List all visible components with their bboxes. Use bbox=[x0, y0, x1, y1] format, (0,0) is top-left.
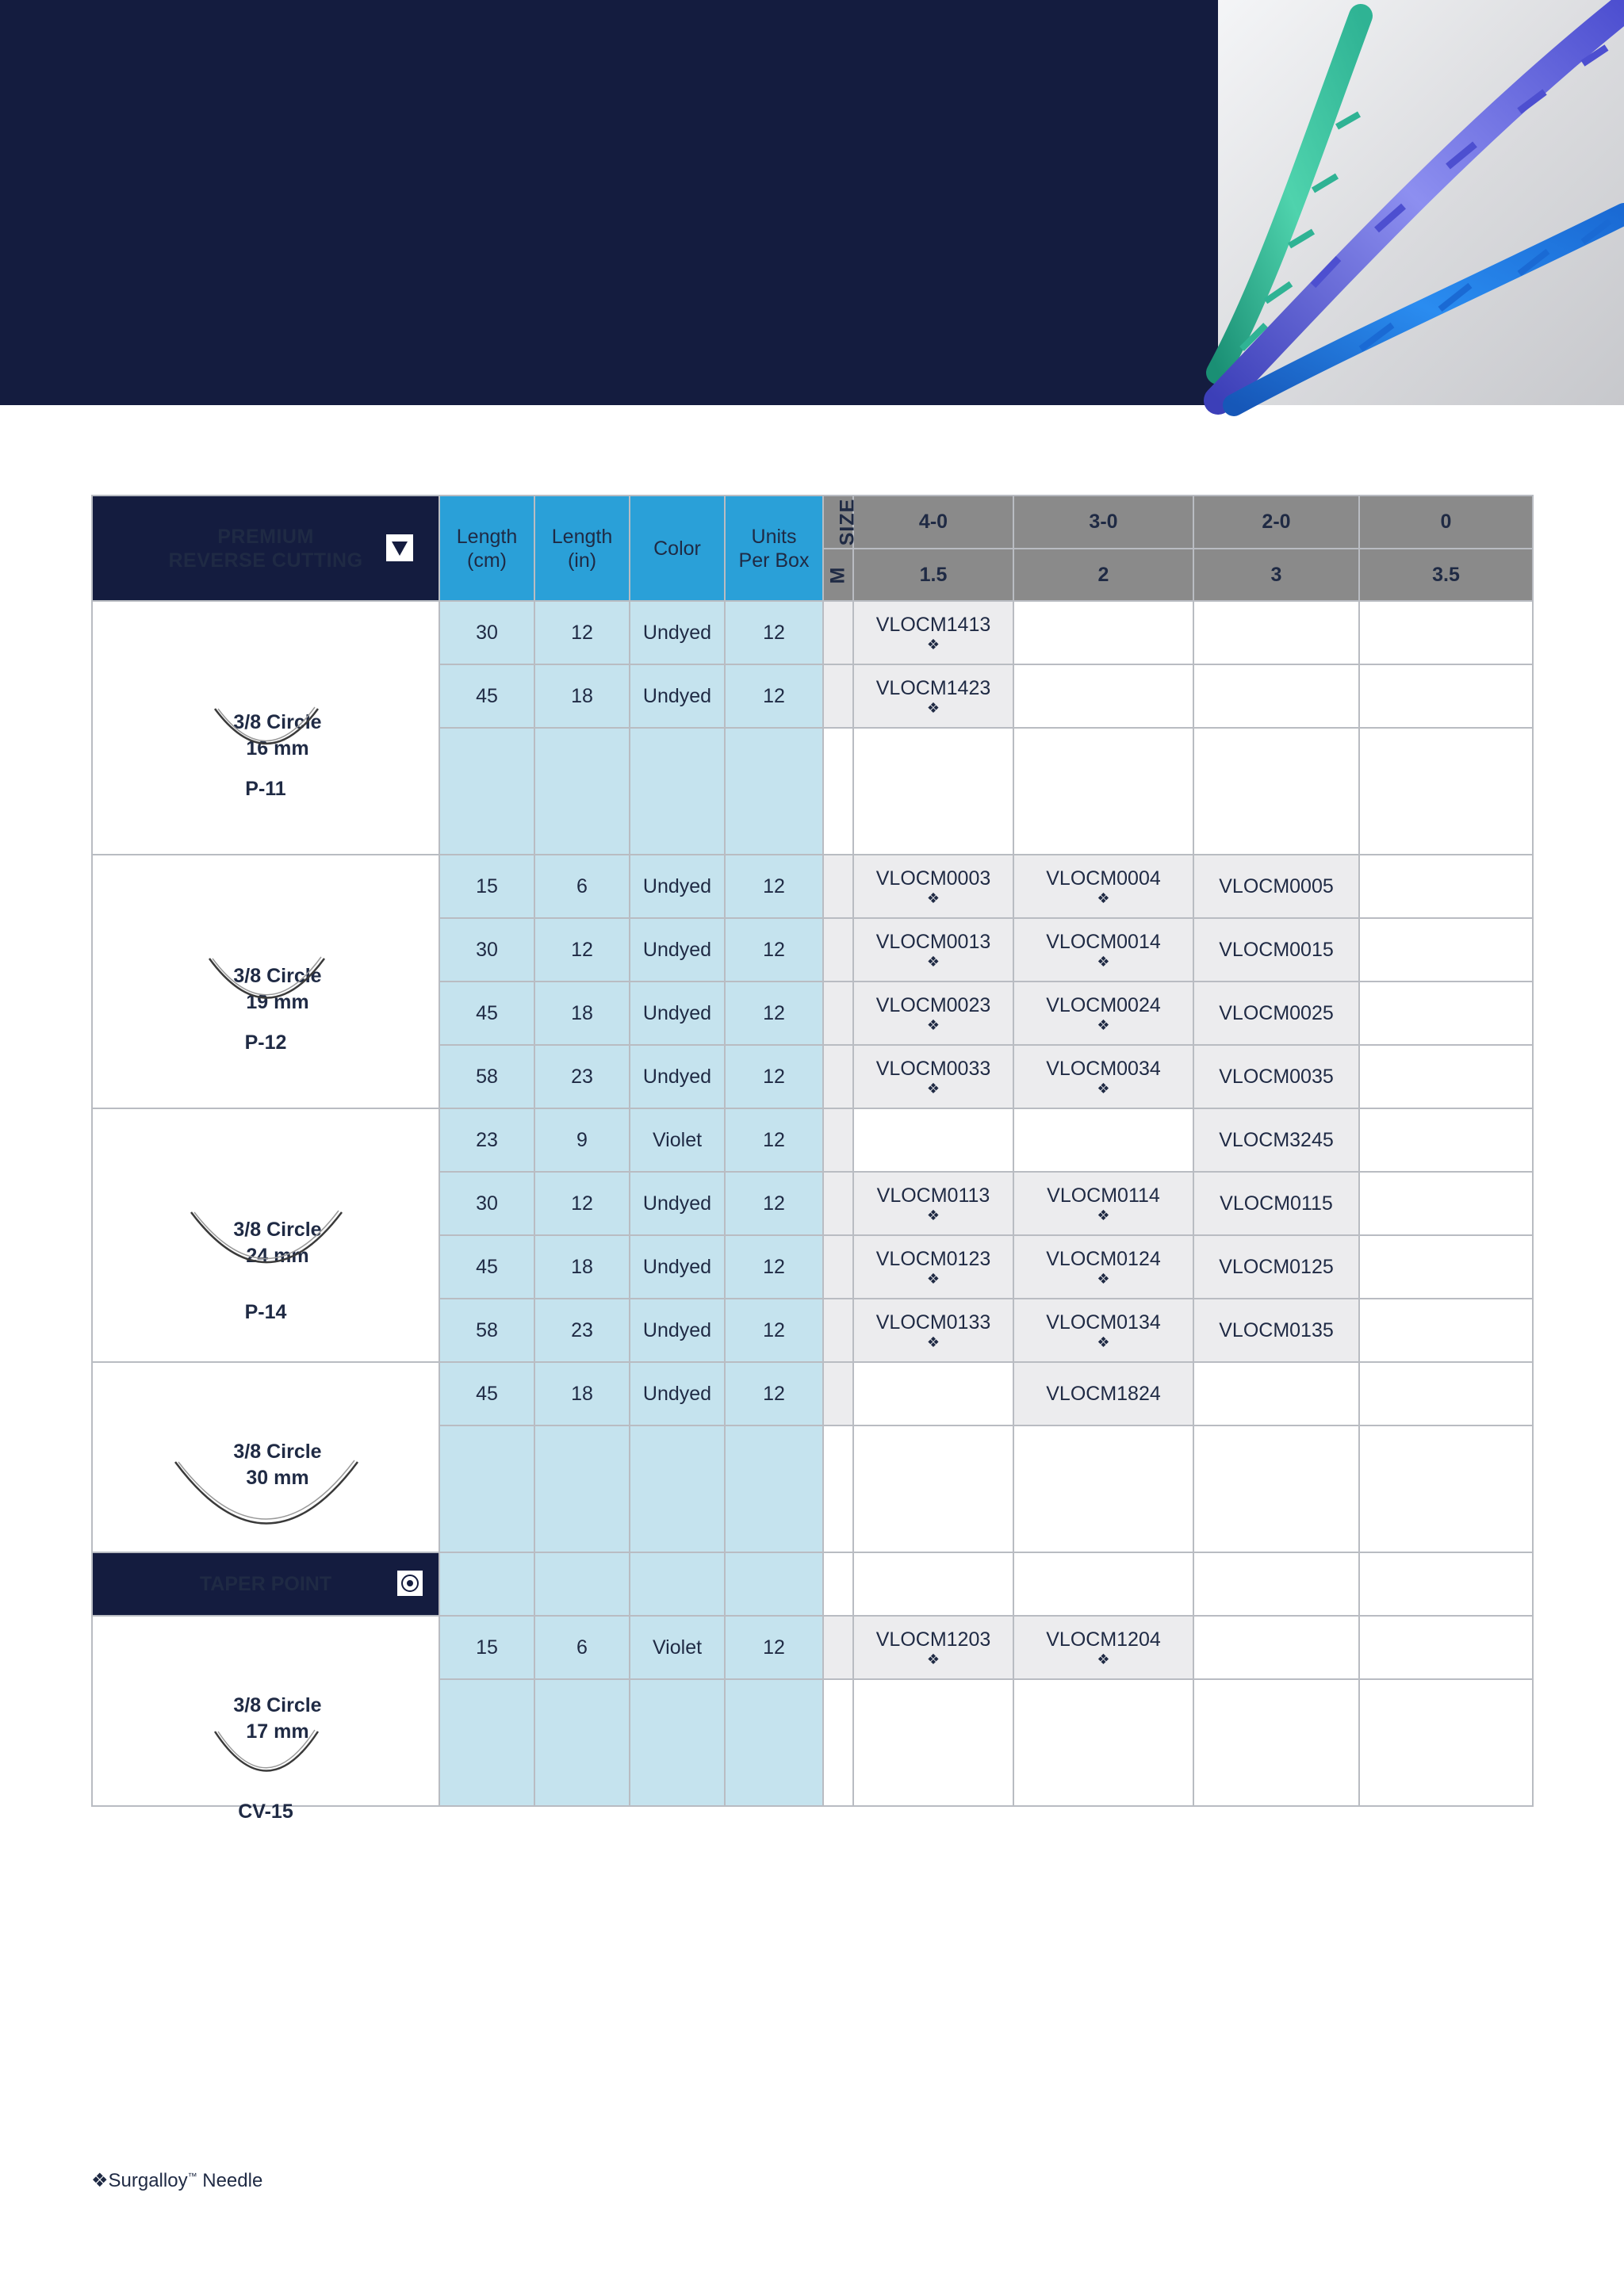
surgalloy-mark-icon: ❖ bbox=[1097, 1207, 1110, 1223]
product-code: VLOCM0133 bbox=[875, 1311, 991, 1334]
length-cm-cell: 15 bbox=[439, 855, 534, 918]
premium-reverse-cutting-header bbox=[92, 496, 439, 601]
metric-3-5: 3.5 bbox=[1359, 549, 1533, 601]
size-marker-cell bbox=[823, 1616, 853, 1679]
product-code-cell bbox=[1359, 601, 1533, 664]
needle-arc-icon bbox=[187, 1208, 346, 1273]
product-code-cell bbox=[1013, 918, 1193, 982]
product-code-cell bbox=[1193, 855, 1359, 918]
size-marker-cell bbox=[823, 1172, 853, 1235]
spacer-cell bbox=[1193, 1425, 1359, 1552]
needle-arc-icon bbox=[211, 1728, 322, 1779]
spacer-cell bbox=[1013, 1425, 1193, 1552]
length-cm-cell: 45 bbox=[439, 982, 534, 1045]
product-code: VLOCM0115 bbox=[1220, 1192, 1333, 1215]
units-cell: 12 bbox=[725, 601, 823, 664]
product-code-cell bbox=[1013, 1108, 1193, 1172]
product-code-cell bbox=[1359, 855, 1533, 918]
color-cell: Undyed bbox=[630, 1045, 725, 1108]
length-cm-cell: 23 bbox=[439, 1108, 534, 1172]
spacer-cell bbox=[534, 1425, 630, 1552]
spacer-cell bbox=[439, 1679, 534, 1806]
product-code-cell bbox=[1359, 1299, 1533, 1362]
units-cell: 12 bbox=[725, 1362, 823, 1425]
product-code-cell bbox=[1359, 1108, 1533, 1172]
product-code-cell bbox=[1013, 1362, 1193, 1425]
spacer-cell bbox=[823, 1679, 853, 1806]
needle-code: P-14 bbox=[244, 1301, 287, 1323]
spacer-cell bbox=[1013, 1552, 1193, 1616]
color-cell: Undyed bbox=[630, 601, 725, 664]
surgalloy-mark-icon: ❖ bbox=[926, 890, 940, 906]
needle-shape: 3/8 Circle bbox=[233, 1694, 322, 1716]
surgalloy-mark-icon: ❖ bbox=[926, 700, 940, 716]
spacer-cell bbox=[439, 1552, 534, 1616]
length-in-cell: 12 bbox=[534, 1172, 630, 1235]
product-code: VLOCM0013 bbox=[875, 931, 991, 953]
product-code-cell bbox=[1193, 1172, 1359, 1235]
product-code: VLOCM0024 bbox=[1046, 994, 1161, 1016]
table-row bbox=[92, 601, 1533, 664]
product-code-cell bbox=[1193, 1299, 1359, 1362]
product-code: VLOCM0033 bbox=[875, 1058, 991, 1080]
units-cell: 12 bbox=[725, 1616, 823, 1679]
product-code-cell bbox=[853, 664, 1013, 728]
taper-point-header bbox=[92, 1552, 439, 1616]
needle-cell bbox=[92, 855, 439, 1108]
product-code-cell bbox=[1013, 1045, 1193, 1108]
color-cell: Undyed bbox=[630, 918, 725, 982]
product-code-cell bbox=[1193, 1235, 1359, 1299]
product-code-cell bbox=[853, 1362, 1013, 1425]
length-in-cell: 12 bbox=[534, 918, 630, 982]
product-code: VLOCM0004 bbox=[1046, 867, 1161, 890]
length-in-cell: 18 bbox=[534, 664, 630, 728]
length-in-cell: 18 bbox=[534, 1362, 630, 1425]
length-in-cell: 6 bbox=[534, 855, 630, 918]
size-3-0: 3-0 bbox=[1013, 496, 1193, 549]
surgalloy-mark-icon: ❖ bbox=[926, 637, 940, 652]
product-code-cell bbox=[1193, 918, 1359, 982]
color-cell: Violet bbox=[630, 1108, 725, 1172]
spacer-cell bbox=[725, 728, 823, 855]
product-code: VLOCM0113 bbox=[876, 1184, 990, 1207]
header-title-line1: PREMIUM bbox=[217, 525, 314, 548]
color-cell: Undyed bbox=[630, 855, 725, 918]
needle-arc-icon bbox=[205, 955, 328, 1006]
units-cell: 12 bbox=[725, 1299, 823, 1362]
product-code-cell bbox=[1359, 1235, 1533, 1299]
product-code: VLOCM1423 bbox=[875, 677, 991, 699]
product-code: VLOCM0014 bbox=[1046, 931, 1161, 953]
product-code-cell bbox=[1013, 601, 1193, 664]
product-code: VLOCM0003 bbox=[875, 867, 991, 890]
spacer-cell bbox=[630, 1425, 725, 1552]
length-cm-cell: 30 bbox=[439, 1172, 534, 1235]
length-in-cell: 12 bbox=[534, 601, 630, 664]
length-cm-cell: 30 bbox=[439, 601, 534, 664]
needle-cell bbox=[92, 1362, 439, 1552]
needle-size: 19 mm bbox=[246, 991, 309, 1013]
needle-shape: 3/8 Circle bbox=[233, 711, 322, 733]
length-cm-cell: 15 bbox=[439, 1616, 534, 1679]
product-code-cell bbox=[1193, 1045, 1359, 1108]
spacer-cell bbox=[1193, 728, 1359, 855]
product-code-cell bbox=[1193, 1362, 1359, 1425]
product-code: VLOCM1203 bbox=[875, 1628, 991, 1651]
product-code: VLOCM0125 bbox=[1219, 1256, 1334, 1278]
product-code-cell bbox=[853, 1616, 1013, 1679]
product-code: VLOCM0035 bbox=[1219, 1066, 1334, 1088]
spacer-cell bbox=[725, 1552, 823, 1616]
surgalloy-mark-icon: ❖ bbox=[1097, 1271, 1110, 1287]
metric-3: 3 bbox=[1193, 549, 1359, 601]
product-code: VLOCM0025 bbox=[1219, 1002, 1334, 1024]
inverted-triangle-icon bbox=[386, 534, 413, 561]
target-circle-icon bbox=[397, 1571, 423, 1596]
spacer-cell bbox=[823, 1425, 853, 1552]
spacer-cell bbox=[534, 1552, 630, 1616]
product-code: VLOCM0005 bbox=[1219, 875, 1334, 897]
spacer-cell bbox=[725, 1679, 823, 1806]
product-code-cell bbox=[853, 1045, 1013, 1108]
length-cm-cell: 58 bbox=[439, 1299, 534, 1362]
length-cm-cell: 58 bbox=[439, 1045, 534, 1108]
spacer-cell bbox=[725, 1425, 823, 1552]
col-color: Color bbox=[630, 496, 725, 601]
product-code: VLOCM0015 bbox=[1219, 939, 1334, 961]
footnote-text: Surgalloy bbox=[108, 2170, 188, 2191]
spacer-cell bbox=[823, 1552, 853, 1616]
spacer-cell bbox=[1359, 1679, 1533, 1806]
needle-cell bbox=[92, 1108, 439, 1362]
color-cell: Undyed bbox=[630, 1299, 725, 1362]
spacer-cell bbox=[1013, 1679, 1193, 1806]
needle-code: CV-15 bbox=[238, 1800, 293, 1823]
length-in-cell: 9 bbox=[534, 1108, 630, 1172]
product-code-cell bbox=[1013, 1299, 1193, 1362]
size-marker-cell bbox=[823, 1235, 853, 1299]
spacer-cell bbox=[534, 1679, 630, 1806]
length-in-cell: 23 bbox=[534, 1299, 630, 1362]
spacer-cell bbox=[439, 1425, 534, 1552]
spacer-cell bbox=[534, 728, 630, 855]
product-code-cell bbox=[1359, 918, 1533, 982]
product-code-cell bbox=[853, 1108, 1013, 1172]
color-cell: Undyed bbox=[630, 982, 725, 1045]
col-length-cm: Length (cm) bbox=[439, 496, 534, 601]
size-0: 0 bbox=[1359, 496, 1533, 549]
surgalloy-mark-icon: ❖ bbox=[926, 1334, 940, 1350]
surgalloy-mark-icon: ❖ bbox=[926, 1207, 940, 1223]
product-code-cell bbox=[853, 982, 1013, 1045]
product-code: VLOCM3245 bbox=[1219, 1129, 1334, 1151]
color-cell: Undyed bbox=[630, 1235, 725, 1299]
units-cell: 12 bbox=[725, 664, 823, 728]
header-banner bbox=[0, 0, 1218, 405]
footnote: ❖Surgalloy™ Needle bbox=[91, 2170, 263, 2191]
surgalloy-mark-icon: ❖ bbox=[926, 1651, 940, 1667]
product-code-cell bbox=[853, 1235, 1013, 1299]
product-code: VLOCM0034 bbox=[1046, 1058, 1161, 1080]
barbed-suture-image bbox=[1218, 0, 1624, 405]
spacer-cell bbox=[1013, 728, 1193, 855]
color-cell: Undyed bbox=[630, 664, 725, 728]
product-code-cell bbox=[853, 918, 1013, 982]
spacer-cell bbox=[1193, 1552, 1359, 1616]
needle-size: 17 mm bbox=[246, 1720, 309, 1743]
product-code-cell bbox=[1013, 855, 1193, 918]
product-code-cell bbox=[1193, 1108, 1359, 1172]
color-cell: Undyed bbox=[630, 1172, 725, 1235]
surgalloy-mark-icon: ❖ bbox=[926, 1081, 940, 1096]
spacer-cell bbox=[853, 728, 1013, 855]
surgalloy-mark-icon: ❖ bbox=[1097, 1334, 1110, 1350]
product-code-cell bbox=[1359, 1045, 1533, 1108]
surgalloy-mark-icon: ❖ bbox=[926, 1271, 940, 1287]
units-cell: 12 bbox=[725, 1235, 823, 1299]
needle-size: 16 mm bbox=[246, 737, 309, 760]
product-code-cell bbox=[1013, 1172, 1193, 1235]
color-cell: Violet bbox=[630, 1616, 725, 1679]
product-code-cell bbox=[1013, 1235, 1193, 1299]
col-units: Units Per Box bbox=[725, 496, 823, 601]
size-marker-cell bbox=[823, 1108, 853, 1172]
needle-shape: 3/8 Circle bbox=[233, 965, 322, 987]
product-code-cell bbox=[1359, 664, 1533, 728]
length-in-cell: 18 bbox=[534, 1235, 630, 1299]
needle-shape: 3/8 Circle bbox=[233, 1219, 322, 1241]
surgalloy-mark-icon: ❖ bbox=[1097, 890, 1110, 906]
size-marker-cell bbox=[823, 982, 853, 1045]
col-length-in: Length (in) bbox=[534, 496, 630, 601]
product-table bbox=[91, 495, 1534, 1823]
product-code-cell bbox=[1359, 1362, 1533, 1425]
product-code-cell bbox=[1193, 664, 1359, 728]
product-code: VLOCM0123 bbox=[875, 1248, 991, 1270]
surgalloy-mark-icon: ❖ bbox=[91, 2170, 109, 2191]
needle-code: P-11 bbox=[245, 778, 286, 800]
header-title-line2: REVERSE CUTTING bbox=[168, 549, 363, 572]
size-marker-cell bbox=[823, 855, 853, 918]
units-cell: 12 bbox=[725, 982, 823, 1045]
product-code-cell bbox=[853, 1172, 1013, 1235]
size-marker-cell bbox=[823, 918, 853, 982]
needle-code: P-12 bbox=[244, 1031, 287, 1054]
product-code-cell bbox=[1359, 1172, 1533, 1235]
taper-point-label: TAPER POINT bbox=[199, 1572, 332, 1595]
length-cm-cell: 30 bbox=[439, 918, 534, 982]
length-cm-cell: 45 bbox=[439, 1235, 534, 1299]
surgalloy-mark-icon: ❖ bbox=[1097, 1081, 1110, 1096]
product-code: VLOCM1413 bbox=[875, 614, 991, 636]
product-code-cell bbox=[853, 855, 1013, 918]
units-cell: 12 bbox=[725, 1172, 823, 1235]
spacer-cell bbox=[853, 1425, 1013, 1552]
needle-size: 24 mm bbox=[246, 1245, 309, 1267]
spacer-cell bbox=[1193, 1679, 1359, 1806]
product-code-cell bbox=[853, 1299, 1013, 1362]
size-marker-cell bbox=[823, 1362, 853, 1425]
surgalloy-mark-icon: ❖ bbox=[1097, 1017, 1110, 1033]
spacer-cell bbox=[853, 1679, 1013, 1806]
product-code-cell bbox=[1193, 982, 1359, 1045]
table-row bbox=[92, 1362, 1533, 1425]
product-code: VLOCM0124 bbox=[1046, 1248, 1161, 1270]
spacer-cell bbox=[630, 1552, 725, 1616]
product-code-cell bbox=[1359, 982, 1533, 1045]
needle-arc-icon bbox=[171, 1458, 362, 1537]
units-cell: 12 bbox=[725, 855, 823, 918]
product-code: VLOCM0023 bbox=[875, 994, 991, 1016]
needle-cell bbox=[92, 1616, 439, 1823]
surgalloy-mark-icon: ❖ bbox=[1097, 954, 1110, 970]
product-code-cell bbox=[1193, 601, 1359, 664]
length-in-cell: 6 bbox=[534, 1616, 630, 1679]
table-row bbox=[92, 1616, 1533, 1679]
product-code-cell bbox=[1013, 664, 1193, 728]
surgalloy-mark-icon: ❖ bbox=[926, 1017, 940, 1033]
spacer-cell bbox=[630, 728, 725, 855]
units-cell: 12 bbox=[725, 918, 823, 982]
spacer-cell bbox=[853, 1552, 1013, 1616]
needle-shape: 3/8 Circle bbox=[233, 1441, 322, 1463]
needle-cell bbox=[92, 601, 439, 855]
length-cm-cell: 45 bbox=[439, 1362, 534, 1425]
needle-size: 30 mm bbox=[246, 1467, 309, 1489]
length-cm-cell: 45 bbox=[439, 664, 534, 728]
spacer-cell bbox=[630, 1679, 725, 1806]
color-cell: Undyed bbox=[630, 1362, 725, 1425]
product-code-cell bbox=[1013, 982, 1193, 1045]
product-code: VLOCM1824 bbox=[1046, 1383, 1161, 1405]
taper-point-row bbox=[92, 1552, 1533, 1616]
surgalloy-mark-icon: ❖ bbox=[1097, 1651, 1110, 1667]
metric-1-5: 1.5 bbox=[853, 549, 1013, 601]
product-code: VLOCM0135 bbox=[1219, 1319, 1334, 1341]
spacer-cell bbox=[1359, 1425, 1533, 1552]
length-in-cell: 23 bbox=[534, 1045, 630, 1108]
surgalloy-mark-icon: ❖ bbox=[926, 954, 940, 970]
product-code-cell bbox=[853, 601, 1013, 664]
size-2-0: 2-0 bbox=[1193, 496, 1359, 549]
length-in-cell: 18 bbox=[534, 982, 630, 1045]
product-code-cell bbox=[1013, 1616, 1193, 1679]
spacer-cell bbox=[1359, 1552, 1533, 1616]
size-label: SIZE bbox=[823, 496, 853, 549]
units-cell: 12 bbox=[725, 1045, 823, 1108]
metric-label: M bbox=[823, 549, 853, 601]
needle-arc-icon bbox=[211, 705, 322, 751]
size-marker-cell bbox=[823, 1299, 853, 1362]
size-4-0: 4-0 bbox=[853, 496, 1013, 549]
table-row bbox=[92, 1108, 1533, 1172]
product-code: VLOCM0134 bbox=[1046, 1311, 1161, 1334]
spacer-cell bbox=[1359, 728, 1533, 855]
size-marker-cell bbox=[823, 601, 853, 664]
spacer-cell bbox=[439, 728, 534, 855]
metric-2: 2 bbox=[1013, 549, 1193, 601]
product-code: VLOCM0114 bbox=[1047, 1184, 1160, 1207]
spacer-cell bbox=[823, 728, 853, 855]
table-row bbox=[92, 855, 1533, 918]
size-marker-cell bbox=[823, 664, 853, 728]
units-cell: 12 bbox=[725, 1108, 823, 1172]
size-marker-cell bbox=[823, 1045, 853, 1108]
product-code: VLOCM1204 bbox=[1046, 1628, 1161, 1651]
product-code-cell bbox=[1193, 1616, 1359, 1679]
product-code-cell bbox=[1359, 1616, 1533, 1679]
